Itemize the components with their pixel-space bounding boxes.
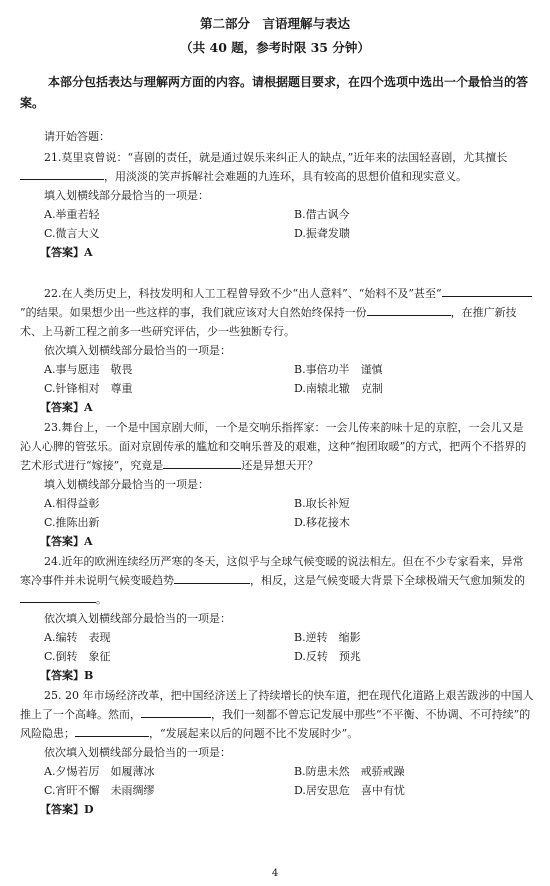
answer-blank [75, 724, 149, 737]
answer-blank [141, 705, 211, 718]
answer-blank [442, 284, 532, 297]
answer-value: B [84, 669, 94, 682]
stem-text: ，在推广新技术、上马新工程之前多一些研究评估，少一些独断专行。 [20, 306, 517, 338]
stem-text: ，相反，这是气候变暖大背景下全球极端天气愈加频发的 [250, 574, 525, 587]
instructions: 本部分包括表达与理解两方面的内容。请根据题目要求，在四个选项中选出一个最恰当的答案。 [20, 75, 529, 110]
option-b: B.事倍功半 谨慎 [294, 363, 383, 376]
answer-label: 【答案】 [40, 401, 84, 414]
stem-text: ”的结果。如果想少出一些这样的事，我们就应该对大自然始终保持一份 [20, 306, 367, 319]
option-d: D.居安思危 喜中有忧 [294, 784, 405, 797]
options-grid [20, 494, 534, 532]
question-prompt: 依次填入划横线部分最恰当的一项是： [44, 746, 231, 759]
options-grid [20, 205, 534, 243]
question-21 [20, 148, 534, 262]
stem-text: 22.在人类历史上，科技发明和人工工程曾导致不少“出人意料”、“始料不及”甚至“ [44, 287, 442, 300]
answer-value: A [84, 401, 93, 414]
option-a: A.事与愿违 敬畏 [44, 363, 133, 376]
answer-blank [367, 303, 451, 316]
part-title: 第二部分 言语理解与表达 [199, 16, 350, 31]
stem-text: 25. 20 年市场经济改革，把中国经济送上了持续增长的快车道，把在现代化道路上艰苦跋涉的中国人推上了一个高峰。然而， [20, 689, 534, 721]
answer-line [20, 398, 534, 417]
answer-blank [174, 571, 250, 584]
question-stem [20, 284, 534, 341]
stem-text: ，“发展起来以后的问题不比不发展时少”。 [149, 727, 359, 740]
answer-value: A [84, 535, 93, 548]
option-d: D.反转 预兆 [294, 650, 361, 663]
options-grid [20, 360, 534, 398]
answer-value: D [84, 803, 94, 816]
option-c: C.针锋相对 尊重 [44, 382, 133, 395]
answer-line [20, 800, 534, 819]
option-a: A.相得益彰 [44, 497, 100, 510]
stem-text: 还是异想天开？ [241, 459, 319, 472]
option-b: B.借古讽今 [294, 208, 350, 221]
answer-blank [163, 456, 241, 469]
question-22 [20, 284, 534, 417]
stem-text: ，我们一刻都不曾忘记发展中那些“不平衡、不协调、不可持续”的风险隐患； [20, 708, 531, 740]
question-prompt: 填入划横线部分最恰当的一项是： [44, 189, 209, 202]
answer-line [20, 666, 534, 685]
question-stem [20, 148, 534, 186]
question-prompt: 填入划横线部分最恰当的一项是： [44, 478, 209, 491]
option-a: A.夕惕若厉 如履薄冰 [44, 765, 155, 778]
stem-text: 。 [96, 593, 107, 606]
option-c: C.倒转 象征 [44, 650, 111, 663]
question-stem [20, 418, 534, 475]
option-c: C.微言大义 [44, 227, 100, 240]
option-d: D.移花接木 [294, 516, 350, 529]
question-25 [20, 686, 534, 819]
question-prompt: 依次填入划横线部分最恰当的一项是： [44, 344, 231, 357]
part-subtitle: （共 40 题，参考时限 35 分钟） [180, 40, 370, 55]
answer-blank [20, 167, 104, 180]
stem-text: ，用淡淡的笑声拆解社会难题的九连环，具有较高的思想价值和现实意义。 [104, 170, 467, 183]
answer-label: 【答案】 [40, 803, 84, 816]
option-d: D.振聋发聩 [294, 227, 350, 240]
option-a: A.举重若轻 [44, 208, 100, 221]
option-c: C.推陈出新 [44, 516, 100, 529]
answer-label: 【答案】 [40, 246, 84, 259]
option-c: C.宵旰不懈 未雨绸缪 [44, 784, 155, 797]
option-d: D.南辕北辙 克制 [294, 382, 383, 395]
question-stem [20, 552, 534, 609]
answer-label: 【答案】 [40, 535, 84, 548]
answer-line [20, 532, 534, 551]
question-prompt: 依次填入划横线部分最恰当的一项是： [44, 612, 231, 625]
stem-text: 21.莫里哀曾说：“喜剧的责任，就是通过娱乐来纠正人的缺点，”近年来的法国轻喜剧，尤其擅长 [44, 151, 508, 164]
option-a: A.编转 表现 [44, 631, 111, 644]
answer-line [20, 243, 534, 262]
question-23 [20, 418, 534, 551]
options-grid [20, 762, 534, 800]
option-b: B.取长补短 [294, 497, 350, 510]
stem-text: 23.舞台上，一个是中国京剧大师，一个是交响乐指挥家：一会儿传来韵味十足的京腔，一会儿又是沁人心脾的管弦乐。面对京剧传承的尴尬和交响乐普及的艰难，这种“抱团取暖”的方式，把两个不搭界的艺术形式进行“嫁接”，究竟是 [20, 421, 527, 472]
option-b: B.逆转 缩影 [294, 631, 361, 644]
question-24 [20, 552, 534, 685]
option-b: B.防患未然 戒骄戒躁 [294, 765, 405, 778]
answer-label: 【答案】 [40, 669, 84, 682]
answer-blank [20, 590, 96, 603]
page-number: 4 [271, 868, 279, 879]
stem-text: 24.近年的欧洲连续经历严寒的冬天，这似乎与全球气候变暖的说法相左。但在不少专家看来，异常寒冷事件并未说明气候变暖趋势 [20, 555, 524, 587]
options-grid [20, 628, 534, 666]
answer-value: A [84, 246, 93, 259]
question-stem [20, 686, 534, 743]
start-text: 请开始答题： [44, 130, 110, 143]
